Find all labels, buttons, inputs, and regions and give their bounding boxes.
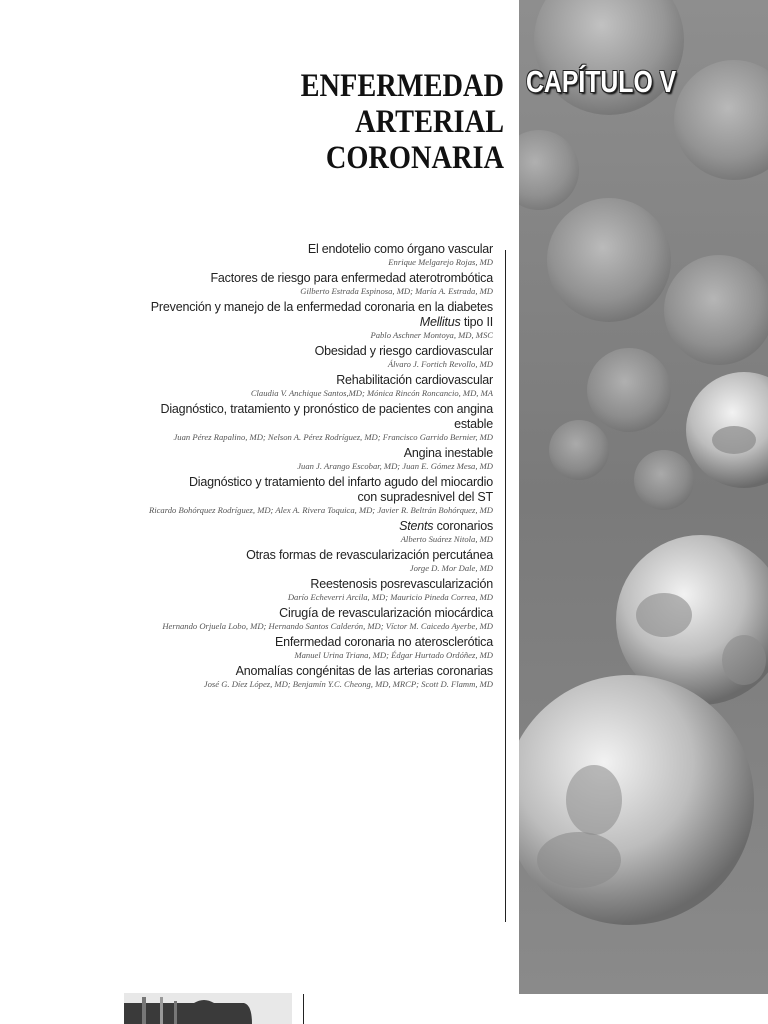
toc-entry[interactable] — [120, 242, 493, 267]
table-of-contents — [120, 242, 493, 693]
toc-entry[interactable] — [120, 635, 493, 660]
toc-entry[interactable] — [120, 519, 493, 544]
chapter-title-line-1: ENFERMEDAD — [300, 68, 504, 104]
toc-entry-authors: José G. Díez López, MD; Benjamín Y.C. Cheong, MD, MRCP; Scott D. Flamm, MD — [203, 679, 493, 689]
toc-entry-authors: Hernando Orjuela Lobo, MD; Hernando Santos Calderón, MD; Víctor M. Caicedo Ayerbe, MD — [162, 621, 493, 631]
toc-entry-title: Angina inestable — [403, 446, 493, 460]
bottom-divider — [303, 994, 304, 1024]
toc-entry-authors: Ricardo Bohórquez Rodríguez, MD; Alex A. Rivera Toquica, MD; Javier R. Beltrán Bohórquez, MD — [148, 505, 493, 515]
toc-entry-authors: Gilberto Estrada Espinosa, MD; María A. Estrada, MD — [300, 286, 493, 296]
chapter-title-line-2: ARTERIAL — [355, 104, 504, 140]
toc-entry[interactable] — [120, 548, 493, 573]
next-page-thumbnail — [124, 993, 292, 1024]
toc-entry-title: Cirugía de revascularización miocárdica — [279, 606, 493, 620]
toc-entry-title-italic: Mellitus — [419, 315, 461, 329]
toc-entry-title: Anomalías congénitas de las arterias coronarias — [235, 664, 493, 678]
toc-entry-authors: Juan Pérez Rapalino, MD; Nelson A. Pérez Rodríguez, MD; Francisco Garrido Bernier, MD — [173, 432, 493, 442]
toc-divider — [505, 250, 506, 922]
cell-illustration — [519, 0, 768, 994]
toc-entry-title-line — [120, 315, 493, 330]
toc-entry[interactable] — [120, 664, 493, 689]
cell-illustration-panel — [519, 0, 768, 994]
toc-entry-title-suffix: coronarios — [433, 519, 493, 533]
toc-entry-title-line: con supradesnivel del ST — [357, 490, 493, 504]
toc-entry-authors: Claudia V. Anchique Santos,MD; Mónica Rincón Roncancio, MD, MA — [250, 388, 493, 398]
toc-entry-title: Otras formas de revascularización percutánea — [246, 548, 493, 562]
toc-entry-title: Rehabilitación cardiovascular — [336, 373, 493, 387]
toc-entry-title: Reestenosis posrevascularización — [310, 577, 493, 591]
toc-entry[interactable] — [120, 606, 493, 631]
toc-entry-title-line — [120, 519, 493, 534]
toc-entry-title-line: estable — [454, 417, 493, 431]
toc-entry-authors: Manuel Urina Triana, MD; Édgar Hurtado Ordóñez, MD — [294, 650, 493, 660]
toc-entry-authors: Enrique Melgarejo Rojas, MD — [388, 257, 493, 267]
toc-entry[interactable] — [120, 271, 493, 296]
toc-entry-title: Enfermedad coronaria no aterosclerótica — [274, 635, 493, 649]
chapter-title-line-3: CORONARIA — [325, 140, 504, 176]
toc-entry-authors: Darío Echeverri Arcila, MD; Mauricio Pineda Correa, MD — [287, 592, 493, 602]
toc-entry-title-line: Prevención y manejo de la enfermedad coronaria en la diabetes — [150, 300, 493, 314]
toc-entry-title: Factores de riesgo para enfermedad aterotrombótica — [210, 271, 493, 285]
toc-entry-authors: Pablo Aschner Montoya, MD, MSC — [370, 330, 493, 340]
toc-entry[interactable] — [120, 577, 493, 602]
toc-entry[interactable] — [120, 344, 493, 369]
chapter-number-label: CAPÍTULO V — [526, 64, 677, 99]
toc-entry-title-suffix: tipo II — [460, 315, 493, 329]
toc-entry-title: Obesidad y riesgo cardiovascular — [314, 344, 493, 358]
chapter-title — [229, 68, 504, 176]
toc-entry-authors: Alberto Suárez Nitola, MD — [400, 534, 493, 544]
toc-entry-authors: Álvaro J. Fortich Revollo, MD — [387, 359, 493, 369]
toc-entry-authors: Juan J. Arango Escobar, MD; Juan E. Gómez Mesa, MD — [297, 461, 493, 471]
toc-entry-title-italic: Stents — [399, 519, 434, 533]
toc-entry-title-line: Diagnóstico, tratamiento y pronóstico de pacientes con angina — [160, 402, 493, 416]
toc-entry-authors: Jorge D. Mor Dale, MD — [409, 563, 493, 573]
toc-entry-title-line: Diagnóstico y tratamiento del infarto agudo del miocardio — [188, 475, 493, 489]
toc-entry-title: El endotelio como órgano vascular — [307, 242, 493, 256]
toc-entry[interactable] — [120, 373, 493, 398]
heart-illustration-fragment — [124, 993, 292, 1024]
toc-entry[interactable] — [120, 475, 493, 515]
toc-entry[interactable] — [120, 446, 493, 471]
toc-entry[interactable] — [120, 300, 493, 340]
toc-entry[interactable] — [120, 402, 493, 442]
